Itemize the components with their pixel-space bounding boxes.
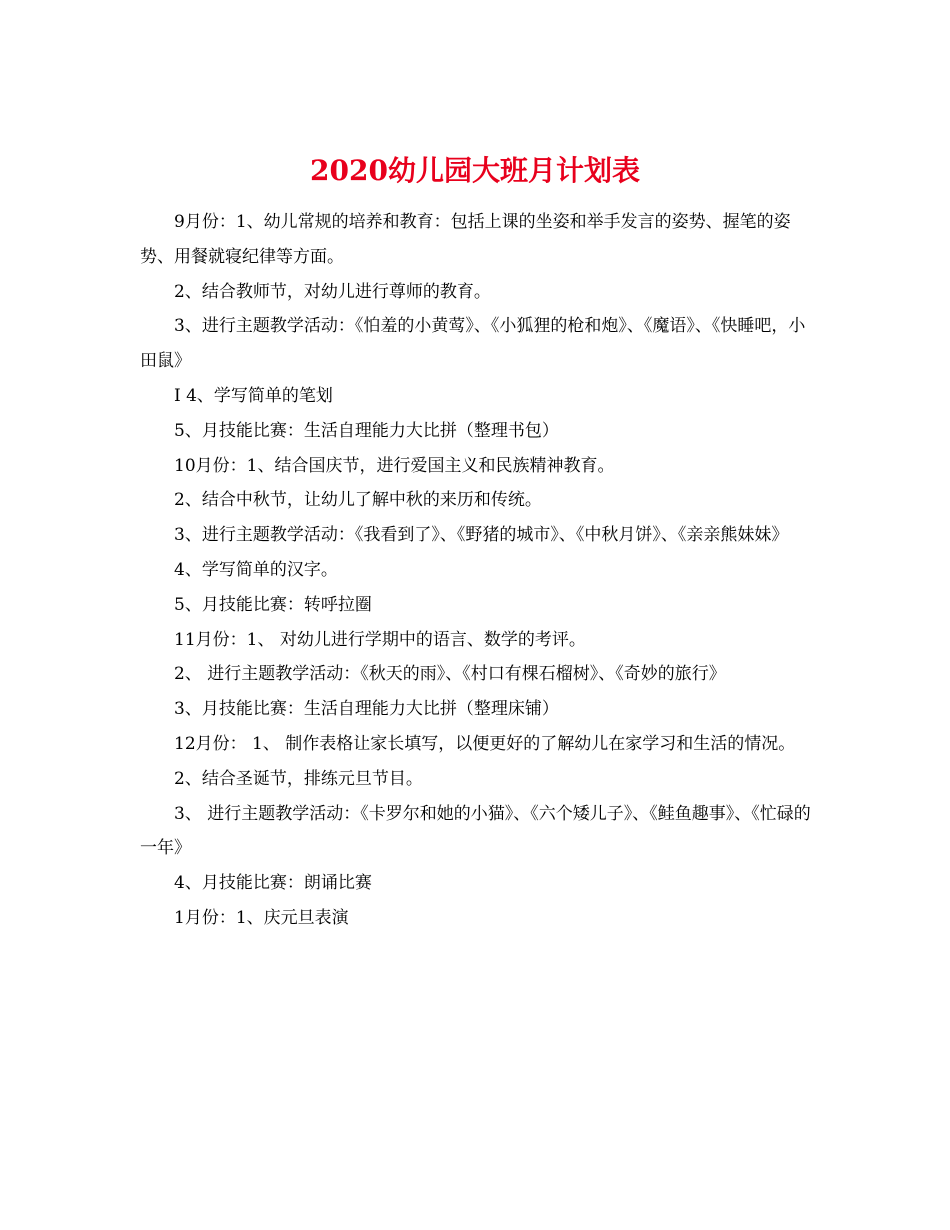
paragraph-oct-2: 2、结合中秋节，让幼儿了解中秋的来历和传统。 <box>174 490 542 511</box>
paragraph-oct-3: 3、进行主题教学活动：《我看到了》、《野猪的城市》、《中秋月饼》、《亲亲熊妹妹》 <box>174 525 789 546</box>
paragraph-dec-1: 12月份： 1、 制作表格让家长填写，以便更好的了解幼儿在家学习和生活的情况。 <box>174 733 796 754</box>
paragraph-sep-5: 5、月技能比赛：生活自理能力大比拼（整理书包） <box>174 420 559 441</box>
paragraph-dec-2: 2、结合圣诞节，排练元旦节目。 <box>174 768 423 789</box>
document-body <box>140 205 818 936</box>
paragraph-dec-4: 4、月技能比赛：朗诵比赛 <box>174 873 372 894</box>
paragraph-oct-1: 10月份：1、结合国庆节，进行爱国主义和民族精神教育。 <box>174 455 615 476</box>
paragraph-nov-1: 11月份：1、 对幼儿进行学期中的语言、数学的考评。 <box>174 629 586 650</box>
paragraph-dec-3: 3、 进行主题教学活动：《卡罗尔和她的小猫》、《六个矮儿子》、《鲑鱼趣事》、《忙碌的一年》 <box>140 803 811 859</box>
document-title: 2020幼儿园大班月计划表 <box>310 153 640 187</box>
paragraph-jan-1: 1月份：1、庆元旦表演 <box>174 907 349 928</box>
paragraph-oct-4: 4、学写简单的汉字。 <box>174 559 338 580</box>
paragraph-nov-2: 2、 进行主题教学活动：《秋天的雨》、《村口有棵石榴树》、《奇妙的旅行》 <box>174 664 726 685</box>
paragraph-sep-2: 2、结合教师节，对幼儿进行尊师的教育。 <box>174 281 491 302</box>
paragraph-sep-4: I 4、学写简单的笔划 <box>174 385 333 406</box>
paragraph-oct-5: 5、月技能比赛：转呼拉圈 <box>174 594 372 615</box>
paragraph-nov-3: 3、月技能比赛：生活自理能力大比拼（整理床铺） <box>174 699 559 720</box>
paragraph-sep-1: 9月份：1、幼儿常规的培养和教育：包括上课的坐姿和举手发言的姿势、握笔的姿势、用餐就寝纪律等方面。 <box>140 212 791 267</box>
paragraph-sep-3: 3、进行主题教学活动：《怕羞的小黄莺》、《小狐狸的枪和炮》、《魔语》、《快睡吧，小田鼠》 <box>140 316 806 372</box>
